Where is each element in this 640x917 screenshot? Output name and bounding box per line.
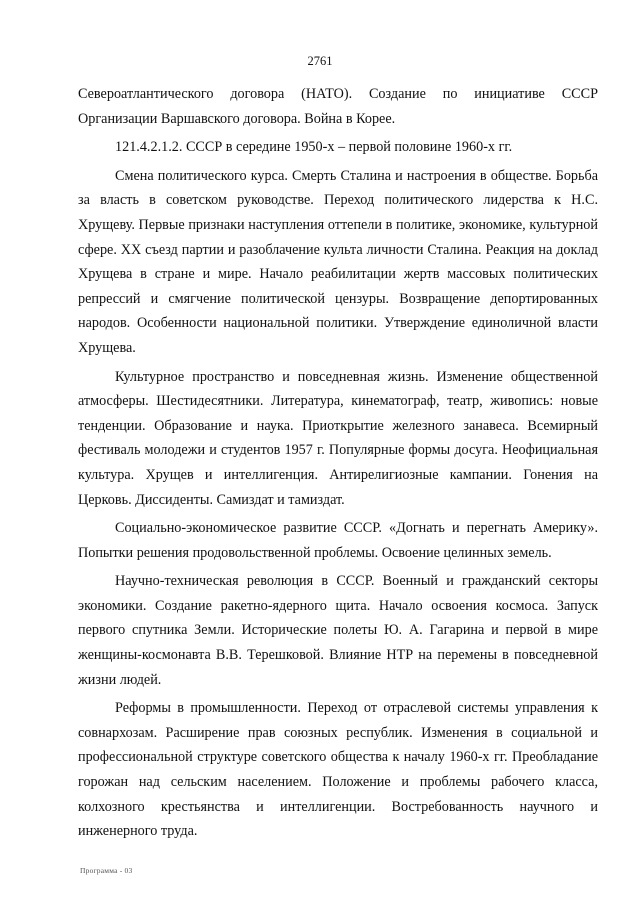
footer-label: Программа - 03 bbox=[80, 866, 133, 875]
paragraph-reforms: Реформы в промышленности. Переход от отраслевой системы управления к совнархозам. Расширение прав союзных республик. Изменения в социальной и профессиональной структуре советского общества к началу 1960-х гг. Преобладание горожан над сельским населением. Положение и проблемы рабочего класса, колхозного крестьянства и интеллигенции. Востребованность научного и инженерного труда. bbox=[78, 700, 598, 840]
page-number: 2761 bbox=[307, 54, 333, 68]
document-body bbox=[78, 82, 598, 844]
section-heading: 121.4.2.1.2. СССР в середине 1950-х – первой половине 1960-х гг. bbox=[115, 139, 513, 156]
paragraph-culture: Культурное пространство и повседневная жизнь. Изменение общественной атмосферы. Шестидесятники. Литература, кинематограф, театр, живопись: новые тенденции. Образование и наука. Приоткрытие железного занавеса. Всемирный фестиваль молодежи и студентов 1957 г. Популярные формы досуга. Неофициальная культура. Хрущев и интеллигенция. Антирелигиозные кампании. Гонения на Церковь. Диссиденты. Самиздат и тамиздат. bbox=[78, 368, 598, 508]
paragraph-political-course: Смена политического курса. Смерть Сталина и настроения в обществе. Борьба за власть в советском руководстве. Переход политического лидерства к Н.С. Хрущеву. Первые признаки наступления оттепели в политике, экономике, культурной сфере. XX съезд партии и разоблачение культа личности Сталина. Реакция на доклад Хрущева в стране и мире. Начало реабилитации жертв массовых политических репрессий и смягчение политической цензуры. Возвращение депортированных народов. Особенности национальной политики. Утверждение единоличной власти Хрущева. bbox=[78, 167, 598, 356]
paragraph-continuation: Североатлантического договора (НАТО). Создание по инициативе СССР Организации Варшавского договора. Война в Корее. bbox=[78, 86, 598, 127]
paragraph-science: Научно-техническая революция в СССР. Военный и гражданский секторы экономики. Создание ракетно-ядерного щита. Начало освоения космоса. Запуск первого спутника Земли. Исторические полеты Ю. А. Гагарина и первой в мире женщины-космонавта В.В. Терешковой. Влияние НТР на перемены в повседневной жизни людей. bbox=[78, 573, 598, 688]
paragraph-economy: Социально-экономическое развитие СССР. «Догнать и перегнать Америку». Попытки решения продовольственной проблемы. Освоение целинных земель. bbox=[78, 520, 598, 561]
